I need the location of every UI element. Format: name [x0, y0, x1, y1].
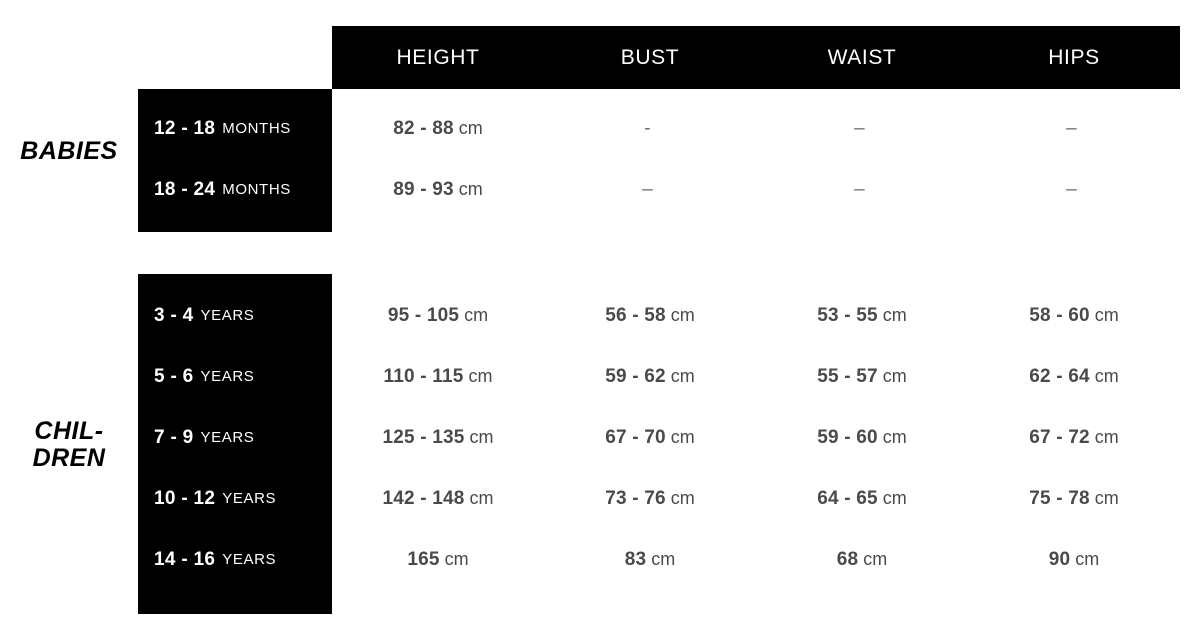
- group-label-babies: BABIES: [20, 137, 118, 165]
- age-range: 3 - 4: [154, 304, 194, 326]
- cell-value: –: [1066, 117, 1077, 139]
- cell-unit: cm: [882, 365, 907, 386]
- age-unit: MONTHS: [222, 120, 291, 137]
- age-unit: MONTHS: [222, 181, 291, 198]
- table-row: [332, 407, 1180, 468]
- cell-unit: cm: [1094, 304, 1119, 325]
- cell-unit: cm: [1094, 487, 1119, 508]
- cell-value: –: [1066, 178, 1077, 200]
- cell-unit: cm: [458, 178, 483, 199]
- group-label-children: [0, 418, 138, 472]
- cell-unit: cm: [670, 426, 695, 447]
- age-cell-children-2: [138, 407, 332, 468]
- cell-hips: [968, 366, 1180, 388]
- cell-value: 110 - 115: [383, 365, 464, 387]
- cell-unit: cm: [670, 365, 695, 386]
- cell-height: [332, 427, 544, 449]
- cell-unit: cm: [651, 548, 676, 569]
- cell-value: 73 - 76: [605, 487, 666, 509]
- age-range: 18 - 24: [154, 178, 216, 200]
- cell-unit: cm: [882, 487, 907, 508]
- age-cell-babies-1: [138, 159, 332, 220]
- cell-unit: cm: [444, 548, 469, 569]
- cell-unit: cm: [469, 426, 494, 447]
- cell-waist: [756, 305, 968, 327]
- cell-value: 59 - 60: [817, 426, 878, 448]
- cell-unit: cm: [863, 548, 888, 569]
- age-range: 12 - 18: [154, 117, 216, 139]
- cell-value: 59 - 62: [605, 365, 666, 387]
- cell-unit: cm: [458, 117, 483, 138]
- column-header-bust: BUST: [620, 45, 680, 69]
- cell-value: 58 - 60: [1029, 304, 1090, 326]
- cell-unit: cm: [882, 426, 907, 447]
- cell-value: 56 - 58: [605, 304, 666, 326]
- cell-unit: cm: [1094, 365, 1119, 386]
- cell-value: 62 - 64: [1029, 365, 1090, 387]
- cell-bust: [544, 488, 756, 510]
- cell-bust: [544, 118, 756, 140]
- age-unit: YEARS: [200, 368, 255, 385]
- cell-value: 95 - 105: [387, 304, 460, 326]
- cell-value: 89 - 93: [393, 178, 454, 200]
- age-range: 14 - 16: [154, 548, 216, 570]
- cell-value: 53 - 55: [817, 304, 878, 326]
- cell-waist: [756, 179, 968, 201]
- table-row: [332, 346, 1180, 407]
- table-header-row: [332, 26, 1180, 89]
- cell-height: [332, 366, 544, 388]
- group-label-children-line2: DREN: [32, 444, 106, 472]
- age-unit: YEARS: [222, 551, 277, 568]
- column-header-hips: HIPS: [1048, 45, 1100, 69]
- table-row: [332, 529, 1180, 590]
- age-cell-babies-0: [138, 98, 332, 159]
- cell-value: 55 - 57: [817, 365, 878, 387]
- age-cell-children-4: [138, 529, 332, 590]
- cell-unit: cm: [1075, 548, 1100, 569]
- cell-value: 125 - 135: [382, 426, 465, 448]
- cell-value: 82 - 88: [393, 117, 454, 139]
- age-range: 10 - 12: [154, 487, 216, 509]
- cell-value: 64 - 65: [817, 487, 878, 509]
- cell-bust: [544, 305, 756, 327]
- cell-bust: [544, 427, 756, 449]
- cell-hips: [968, 549, 1180, 571]
- cell-value: –: [854, 178, 865, 200]
- cell-value: 67 - 72: [1029, 426, 1090, 448]
- cell-hips: [968, 305, 1180, 327]
- age-unit: YEARS: [222, 490, 277, 507]
- column-header-height: HEIGHT: [396, 45, 480, 69]
- table-row: [332, 285, 1180, 346]
- group-label-children-line1: CHIL-: [34, 417, 104, 445]
- column-header-waist: WAIST: [827, 45, 897, 69]
- cell-waist: [756, 366, 968, 388]
- cell-hips: [968, 118, 1180, 140]
- table-row: [332, 468, 1180, 529]
- cell-unit: cm: [468, 365, 493, 386]
- cell-height: [332, 488, 544, 510]
- cell-value: 90: [1048, 548, 1071, 570]
- cell-unit: cm: [464, 304, 489, 325]
- age-cell-children-3: [138, 468, 332, 529]
- cell-waist: [756, 118, 968, 140]
- age-range: 5 - 6: [154, 365, 194, 387]
- cell-hips: [968, 427, 1180, 449]
- cell-waist: [756, 427, 968, 449]
- cell-value: 142 - 148: [382, 487, 465, 509]
- cell-waist: [756, 549, 968, 571]
- table-row: [332, 98, 1180, 159]
- cell-value: –: [854, 117, 865, 139]
- cell-unit: cm: [670, 304, 695, 325]
- cell-bust: [544, 549, 756, 571]
- age-range: 7 - 9: [154, 426, 194, 448]
- age-unit: YEARS: [200, 307, 255, 324]
- cell-waist: [756, 488, 968, 510]
- cell-value: 68: [836, 548, 859, 570]
- cell-unit: cm: [670, 487, 695, 508]
- cell-value: 83: [624, 548, 647, 570]
- cell-value: 75 - 78: [1029, 487, 1090, 509]
- cell-unit: cm: [1094, 426, 1119, 447]
- cell-height: [332, 118, 544, 140]
- cell-value: 165: [407, 548, 440, 570]
- cell-value: 67 - 70: [605, 426, 666, 448]
- cell-height: [332, 549, 544, 571]
- cell-unit: cm: [469, 487, 494, 508]
- cell-bust: [544, 179, 756, 201]
- age-cell-children-1: [138, 346, 332, 407]
- cell-value: –: [642, 178, 653, 200]
- cell-hips: [968, 179, 1180, 201]
- table-row: [332, 159, 1180, 220]
- cell-unit: cm: [882, 304, 907, 325]
- cell-bust: [544, 366, 756, 388]
- age-unit: YEARS: [200, 429, 255, 446]
- cell-hips: [968, 488, 1180, 510]
- cell-height: [332, 305, 544, 327]
- age-cell-children-0: [138, 285, 332, 346]
- cell-height: [332, 179, 544, 201]
- cell-value: -: [644, 117, 651, 139]
